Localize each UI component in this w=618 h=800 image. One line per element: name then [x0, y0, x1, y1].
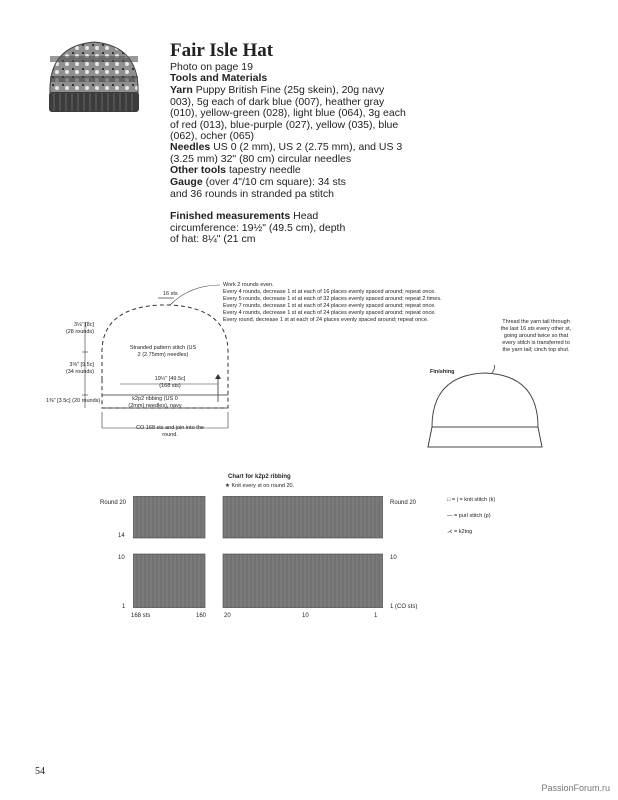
- chart-col-label-10: 10: [302, 613, 309, 619]
- page-number: 54: [35, 766, 45, 777]
- chart-col-label-20: 20: [224, 613, 231, 619]
- finished-spec: Finished measurements Head circumference: 19½" (49.5 cm), depth of hat: 8¼" (21 cm: [170, 210, 346, 245]
- chart-row-label-right-10: 10: [390, 555, 397, 561]
- depth-mid-label: 3⅜" [9.5c] (34 rounds): [65, 362, 94, 375]
- chart-title: Chart for k2p2 ribbing: [228, 474, 291, 480]
- chart-col-label-168: 168 sts: [131, 613, 151, 619]
- legend-k2tog: ⋌ = k2tog: [447, 529, 473, 535]
- finishing-diagram: [420, 365, 550, 465]
- chart-note: ★ Knit every st on round 20.: [225, 483, 295, 489]
- chart-row-label-right-20: Round 20: [390, 500, 417, 506]
- chart-row-label-20: Round 20: [100, 500, 127, 506]
- other-tools-spec: Other tools tapestry needle: [170, 164, 301, 176]
- photo-reference: Photo on page 19: [170, 61, 253, 73]
- ribbing-chart: [133, 496, 383, 608]
- top-sts-label: 16 sts: [163, 291, 178, 297]
- width-label: 19½" [49.5c] (168 sts): [154, 376, 186, 389]
- chart-row-label-10: 10: [118, 555, 125, 561]
- finishing-note: Thread the yarn tail through the last 16 sts every other st, going around twice so that every stitch is transferred to the yarn tail; cinch top shut.: [500, 319, 572, 353]
- watermark-text: PassionForum.ru: [541, 783, 610, 793]
- needles-spec: Needles US 0 (2 mm), US 2 (2.75 mm), and US 3 (3.25 mm) 32" (80 cm) circular needles: [170, 141, 403, 165]
- stranded-label: Stranded pattern stitch (US 2 (2.75mm) needles): [129, 345, 197, 358]
- cast-on-label: CO 168 sts and join into the round.: [136, 425, 204, 438]
- legend-knit: □ = | = knit stitch (k): [447, 497, 496, 503]
- depth-top-label: 3⅛" [8c] (28 rounds): [65, 322, 94, 335]
- chart-row-label-14: 14: [118, 533, 125, 539]
- depth-bottom-label: 1⅜" [3.5c] (20 rounds): [46, 398, 101, 404]
- legend-purl: — = purl stitch (p): [447, 513, 491, 519]
- yarn-spec: Yarn Puppy British Fine (25g skein), 20g navy 003), 5g each of dark blue (007), heather gray (010), yellow-green (028), light blue (064), 3g each of red (013), blue-purple (027), yellow (035), blue (062), ocher (065): [170, 84, 406, 142]
- chart-row-label-1: 1: [122, 604, 126, 610]
- page-title: Fair Isle Hat: [170, 40, 274, 61]
- hat-photo: [42, 36, 147, 116]
- chart-col-label-160: 160: [196, 613, 207, 619]
- chart-row-label-right-1: 1 (CO sts): [390, 604, 418, 610]
- chart-col-label-1: 1: [374, 613, 378, 619]
- gauge-spec: Gauge (over 4"/10 cm square): 34 sts and 36 rounds in stranded pa stitch: [170, 176, 346, 200]
- ribbing-label: k2p2 ribbing (US 0 (2mm) needles), navy: [128, 396, 182, 409]
- finishing-title: Finishing: [430, 369, 455, 375]
- tools-heading: Tools and Materials: [170, 72, 268, 84]
- decrease-instructions: Work 2 rounds even. Every 4 rounds, decrease 1 st at each of 16 places evenly spaced around; repeat once. Every 5 rounds, decrease 1 st at each of 32 places evenly spaced around; repeat 2 times. Every 7 rounds, decrease 1 st at each of 24 places evenly spaced around; repeat once. Every 4 rounds, decrease 1 st at each of 24 places evenly spaced around; repeat once. Every round, decrease 1 st at each of 24 places evenly spaced around; repeat once.: [223, 282, 442, 323]
